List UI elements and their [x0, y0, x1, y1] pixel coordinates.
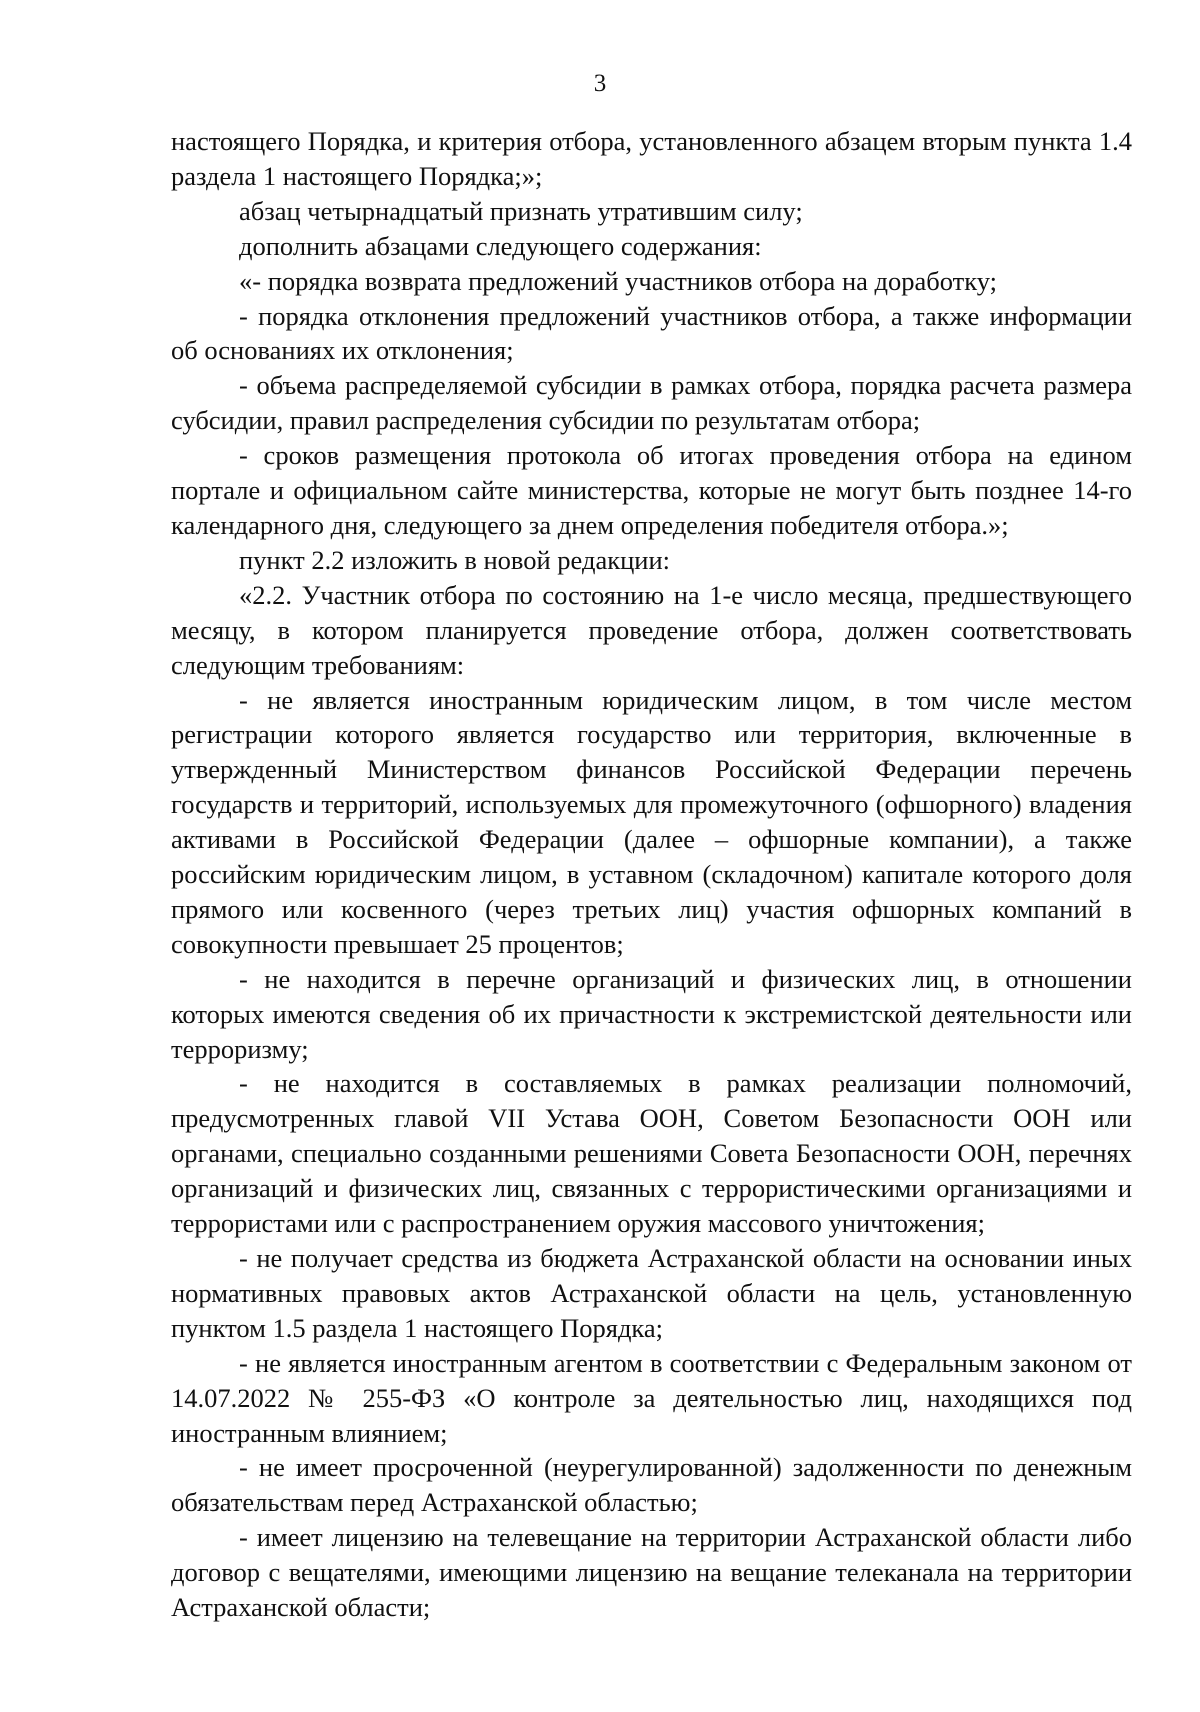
- paragraph: - не получает средства из бюджета Астраханской области на основании иных нормативных правовых актов Астраханской области на цель, установленную пунктом 1.5 раздела 1 настоящего Порядка;: [171, 1243, 1132, 1343]
- paragraph: - объема распределяемой субсидии в рамках отбора, порядка расчета размера субсидии, правил распределения субсидии по результатам отбора;: [171, 370, 1132, 436]
- paragraph: дополнить абзацами следующего содержания:: [239, 230, 762, 261]
- paragraph: настоящего Порядка, и критерия отбора, установленного абзацем вторым пункта 1.4 раздела 1 настоящего Порядка;»;: [171, 126, 1132, 191]
- paragraph: - порядка отклонения предложений участников отбора, а также информации об основаниях их отклонения;: [171, 300, 1132, 366]
- paragraph: пункт 2.2 изложить в новой редакции:: [239, 544, 670, 575]
- paragraph: «2.2. Участник отбора по состоянию на 1-е число месяца, предшествующего месяцу, в котором планируется проведение отбора, должен соответствовать следующим требованиям:: [171, 579, 1132, 680]
- paragraph: - не находится в перечне организаций и физических лиц, в отношении которых имеются сведения об их причастности к экстремистской деятельности или терроризму;: [171, 963, 1132, 1064]
- paragraph: - имеет лицензию на телевещание на территории Астраханской области либо договор с вещателями, имеющими лицензию на вещание телеканала на территории Астраханской области;: [171, 1522, 1132, 1623]
- paragraph: - не является иностранным юридическим лицом, в том числе местом регистрации которого является государство или территория, включенные в утвержденный Министерством финансов Российской Федерации перечень государств и территорий, используемых для промежуточного (офшорного) владения активами в Российской Федерации (далее – офшорные компании), а также российским юридическим лицом, в уставном (складочном) капитале которого доля прямого или косвенного (через третьих лиц) участия офшорных компаний в совокупности превышает 25 процентов;: [171, 684, 1132, 959]
- paragraph: - не находится в составляемых в рамках реализации полномочий, предусмотренных главой VII Устава ООН, Советом Безопасности ООН или органами, специально созданными решениями Совета Безопасности ООН, перечнях организаций и физических лиц, связанных с террористическими организациями и террористами или с распространением оружия массового уничтожения;: [171, 1068, 1132, 1239]
- paragraph: - не является иностранным агентом в соответствии с Федеральным законом от 14.07.2022 № 255-ФЗ «О контроле за деятельностью лиц, находящихся под иностранным влиянием;: [171, 1347, 1132, 1448]
- paragraph: «- порядка возврата предложений участников отбора на доработку;: [239, 265, 997, 296]
- document-body: [171, 124, 1132, 1625]
- paragraph: - не имеет просроченной (неурегулированной) задолженности по денежным обязательствам перед Астраханской областью;: [171, 1452, 1132, 1518]
- paragraph: абзац четырнадцатый признать утратившим силу;: [239, 195, 803, 226]
- page-number: 3: [593, 70, 607, 97]
- paragraph: - сроков размещения протокола об итогах проведения отбора на едином портале и официальном сайте министерства, которые не могут быть позднее 14-го календарного дня, следующего за днем определения победителя отбора.»;: [171, 440, 1132, 540]
